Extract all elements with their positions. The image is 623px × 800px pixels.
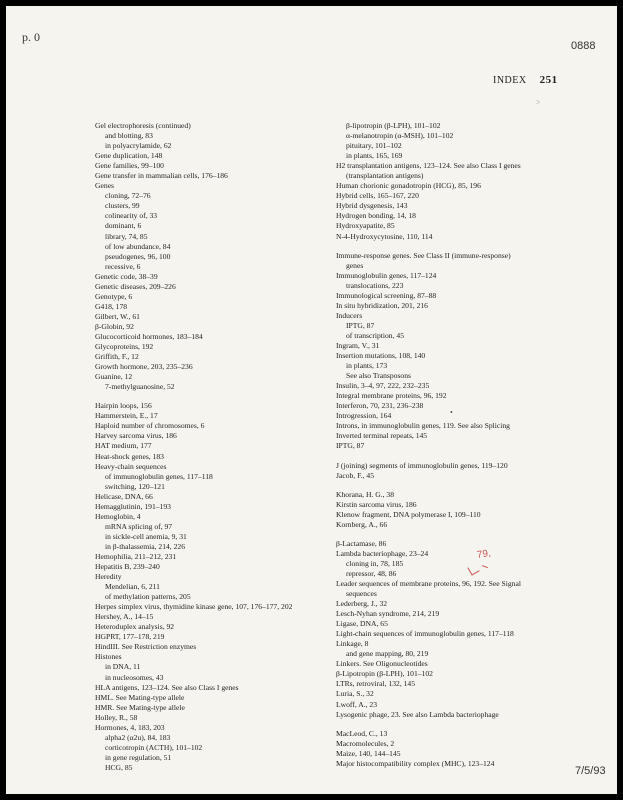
index-entry: β-Lactamase, 86 — [336, 538, 387, 548]
index-entry: Klenow fragment, DNA polymerase I, 109–110 — [336, 509, 481, 519]
index-subentry: switching, 120–121 — [105, 481, 165, 491]
page-id: 0888 — [571, 40, 596, 52]
index-entry: HLA antigens, 123–124. See also Class I genes — [95, 682, 239, 692]
index-entry: HGPRT, 177–178, 219 — [95, 632, 165, 642]
index-entry: Heavy-chain sequences — [95, 461, 167, 471]
index-subentry: and blotting, 83 — [105, 131, 153, 141]
index-entry: Luria, S., 32 — [336, 689, 374, 699]
index-entry: In situ hybridization, 201, 216 — [336, 300, 428, 310]
index-entry: Immune-response genes. See Class II (immune-response) — [336, 250, 511, 260]
index-entry: HindIII. See Restriction enzymes — [95, 642, 197, 652]
index-entry: Hybrid cells, 165–167, 220 — [336, 191, 419, 201]
index-entry: Ingram, V., 31 — [336, 340, 380, 350]
index-subentry: pseudogenes, 96, 100 — [105, 251, 171, 261]
index-entry: Hemoglobin, 4 — [95, 511, 141, 521]
index-entry: Hormones, 4, 183, 203 — [95, 722, 165, 732]
index-subentry: Mendelian, 6, 211 — [105, 582, 160, 592]
index-subentry: corticotropin (ACTH), 101–102 — [105, 742, 203, 752]
index-subentry: HCG, 85 — [105, 762, 133, 772]
index-subentry: in sickle-cell anemia, 9, 31 — [105, 531, 187, 541]
index-subentry: genes — [346, 260, 364, 270]
entry-gap — [336, 452, 521, 461]
index-subentry: of methylation patterns, 205 — [105, 592, 191, 602]
index-entry: Hemophilia, 211–212, 231 — [95, 551, 177, 561]
index-entry: Maize, 140, 144–145 — [336, 748, 401, 758]
index-entry: HAT medium, 177 — [95, 441, 152, 451]
index-entry: Herpes simplex virus, thymidine kinase gene, 107, 176–177, 202 — [95, 602, 293, 612]
index-entry: Inducers — [336, 310, 363, 320]
index-subentry: dominant, 6 — [105, 221, 142, 231]
index-entry: Lederberg, J., 32 — [336, 599, 388, 609]
index-entry: Kornberg, A., 66 — [336, 519, 388, 529]
page-number: 251 — [539, 74, 558, 86]
index-entry: Immunological screening, 87–88 — [336, 290, 437, 300]
index-subentry: translocations, 223 — [346, 280, 404, 290]
index-subentry: in DNA, 11 — [105, 662, 141, 672]
index-entry: Macromolecules, 2 — [336, 738, 395, 748]
index-entry: Harvey sarcoma virus, 186 — [95, 431, 177, 441]
index-entry: Kirstin sarcoma virus, 186 — [336, 499, 417, 509]
index-subentry: in plants, 165, 169 — [346, 151, 403, 161]
index-entry: Griffith, F., 12 — [95, 352, 139, 362]
index-entry: Hairpin loops, 156 — [95, 401, 152, 411]
index-entry: Introns, in immunoglobulin genes, 119. See also Splicing — [336, 421, 510, 431]
index-entry: Heteroduplex analysis, 92 — [95, 622, 175, 632]
index-entry: Inverted terminal repeats, 145 — [336, 431, 428, 441]
index-entry: Genetic code, 38–39 — [95, 271, 158, 281]
index-subentry: recessive, 6 — [105, 261, 141, 271]
index-entry: Linkers. See Oligonucleotides — [336, 659, 428, 669]
index-entry: Hydrogen bonding, 14, 18 — [336, 211, 416, 221]
index-subentry: repressor, 48, 86 — [346, 568, 397, 578]
index-entry: Jacob, F., 45 — [336, 470, 374, 480]
index-entry: Heat-shock genes, 183 — [95, 451, 164, 461]
index-subentry: colinearity of, 33 — [105, 211, 158, 221]
entry-gap — [336, 720, 521, 729]
index-entry: Helicase, DNA, 66 — [95, 491, 153, 501]
index-entry: Light-chain sequences of immunoglobulin genes, 117–118 — [336, 629, 514, 639]
index-subentry: cloning, 72–76 — [105, 191, 151, 201]
index-subentry: sequences — [346, 589, 377, 599]
index-subentry: β-lipotropin (β-LPH), 101–102 — [346, 121, 441, 130]
index-entry: Lambda bacteriophage, 23–24 — [336, 548, 429, 558]
index-entry: Hepatitis B, 239–240 — [95, 562, 160, 572]
index-entry: Lysogenic phage, 23. See also Lambda bacteriophage — [336, 709, 499, 719]
index-subentry: alpha2 (α2u), 84, 183 — [105, 732, 171, 742]
index-entry: Gene families, 99–100 — [95, 161, 164, 171]
index-entry: Ligase, DNA, 65 — [336, 619, 388, 629]
index-entry: β-Lipotropin (β-LPH), 101–102 — [336, 669, 433, 679]
index-entry: IPTG, 87 — [336, 441, 365, 451]
index-entry: Linkage, 8 — [336, 639, 369, 649]
index-entry: Integral membrane proteins, 96, 192 — [336, 391, 447, 401]
index-entry: LTRs, retroviral, 132, 145 — [336, 679, 416, 689]
index-entry: Gene duplication, 148 — [95, 151, 163, 161]
index-entry: G418, 178 — [95, 301, 128, 311]
index-subentry: α-melanotropin (α-MSH), 101–102 — [346, 131, 454, 141]
index-subentry: in β-thalassemia, 214, 226 — [105, 541, 185, 551]
index-subentry: clusters, 99 — [105, 201, 140, 211]
index-entry: Genes — [95, 181, 114, 191]
entry-gap — [95, 392, 292, 401]
index-subentry: and gene mapping, 80, 219 — [346, 649, 429, 659]
index-subentry: in gene regulation, 51 — [105, 752, 172, 762]
date-stamp: 7/5/93 — [575, 765, 606, 777]
index-entry: Heredity — [95, 572, 122, 582]
running-head-label: INDEX — [493, 75, 527, 86]
index-column-left — [95, 121, 292, 773]
index-column-right — [336, 121, 521, 769]
index-entry: Leader sequences of membrane proteins, 96, 192. See Signal — [336, 578, 521, 588]
index-entry: Gene transfer in mammalian cells, 176–186 — [95, 171, 228, 181]
index-entry: Guanine, 12 — [95, 372, 133, 382]
index-entry: Hydroxyapatite, 85 — [336, 221, 395, 231]
index-entry: Genotype, 6 — [95, 291, 133, 301]
index-entry: HML. See Mating-type allele — [95, 692, 185, 702]
index-entry: H2 transplantation antigens, 123–124. See also Class I genes — [336, 161, 521, 171]
index-subentry: 7-methylguanosine, 52 — [105, 382, 175, 392]
index-entry: HMR. See Mating-type allele — [95, 702, 185, 712]
index-entry: Insulin, 3–4, 97, 222, 232–235 — [336, 381, 430, 391]
entry-gap — [336, 481, 521, 490]
index-subentry: in plants, 173 — [346, 361, 388, 371]
index-page — [6, 6, 617, 794]
index-subentry: in polyacrylamide, 62 — [105, 141, 172, 151]
index-entry: Human chorionic gonadotropin (HCG), 85, 196 — [336, 181, 481, 191]
index-subentry: of immunoglobulin genes, 117–118 — [105, 471, 213, 481]
index-entry: N-4-Hydroxycytosine, 110, 114 — [336, 231, 433, 241]
entry-gap — [336, 242, 521, 251]
handwritten-note: 79, — [476, 548, 492, 561]
index-entry: Gilbert, W., 61 — [95, 311, 140, 321]
index-entry: Interferon, 70, 231, 236–238 — [336, 401, 424, 411]
index-subentry: See also Transposons — [346, 371, 411, 381]
index-entry: β-Globin, 92 — [95, 321, 134, 331]
index-entry: Glucocorticoid hormones, 183–184 — [95, 331, 203, 341]
index-subentry: mRNA splicing of, 97 — [105, 521, 173, 531]
corner-mark: p. 0 — [22, 30, 40, 44]
tick-mark: > — [536, 98, 541, 107]
stray-dot: • — [450, 408, 453, 417]
index-entry: MacLeod, C., 13 — [336, 728, 388, 738]
index-entry: Gel electrophoresis (continued) — [95, 121, 191, 130]
entry-gap — [336, 530, 521, 539]
index-entry: Lesch-Nyhan syndrome, 214, 219 — [336, 609, 440, 619]
index-entry: Introgression, 164 — [336, 411, 392, 421]
index-subentry: library, 74, 85 — [105, 231, 148, 241]
index-entry: Hemagglutinin, 191–193 — [95, 501, 171, 511]
index-entry: Glycoproteins, 192 — [95, 342, 154, 352]
index-entry: J (joining) segments of immunoglobulin genes, 119–120 — [336, 460, 508, 470]
index-subentry: of transcription, 45 — [346, 330, 404, 340]
index-entry: Insertion mutations, 108, 140 — [336, 351, 426, 361]
index-subentry: cloning in, 78, 185 — [346, 558, 404, 568]
index-entry: Histones — [95, 652, 122, 662]
index-entry: Growth hormone, 203, 235–236 — [95, 362, 193, 372]
index-subentry: pituitary, 101–102 — [346, 141, 402, 151]
index-entry: Hershey, A., 14–15 — [95, 612, 154, 622]
index-entry: Hybrid dysgenesis, 143 — [336, 201, 408, 211]
running-head — [493, 74, 558, 86]
index-entry: Holley, R., 58 — [95, 712, 138, 722]
index-entry: Khorana, H. G., 38 — [336, 489, 394, 499]
index-entry: Major histocompatibility complex (MHC), 123–124 — [336, 758, 495, 768]
index-entry: Haploid number of chromosomes, 6 — [95, 421, 205, 431]
index-entry: Immunoglobulin genes, 117–124 — [336, 270, 437, 280]
index-subentry: of low abundance, 84 — [105, 241, 171, 251]
index-subentry: IPTG, 87 — [346, 320, 375, 330]
index-entry: Genetic diseases, 209–226 — [95, 281, 176, 291]
index-subentry: (transplantation antigens) — [346, 171, 424, 181]
index-subentry: in nucleosomes, 43 — [105, 672, 164, 682]
index-entry: Lwoff, A., 23 — [336, 699, 377, 709]
index-entry: Hammerstein, E., 17 — [95, 411, 158, 421]
